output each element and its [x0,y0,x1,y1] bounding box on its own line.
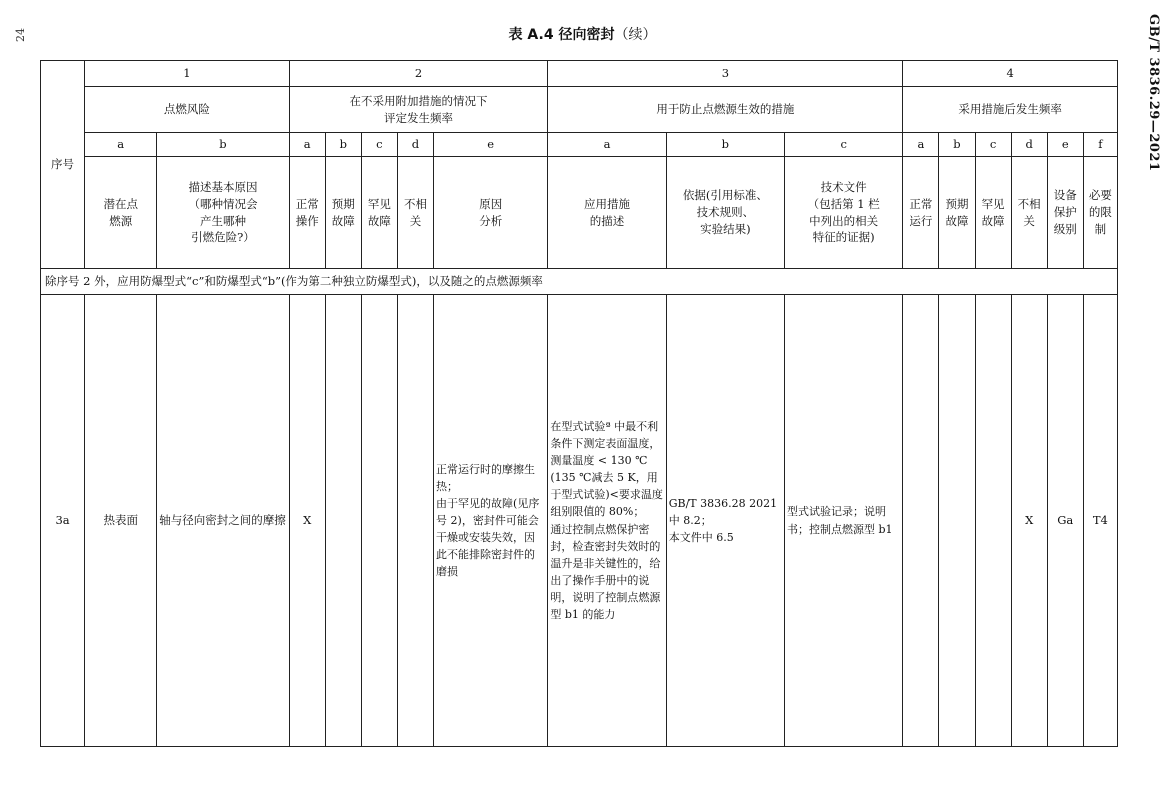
sub-letter: d [397,133,433,157]
seq-header: 序号 [41,61,85,269]
row-rare-fault-after [975,295,1011,747]
group-number-row [41,61,1118,87]
group-title-frequency-without-measures: 在不采用附加措施的情况下 评定发生频率 [289,87,548,133]
standard-number: GB/T 3836.29—2021 [1146,14,1161,172]
row-rare-fault [361,295,397,747]
row-not-relevant [397,295,433,747]
sub-letter: a [548,133,666,157]
sub-letter: e [434,133,548,157]
sub-title-cause-analysis: 原因 分析 [434,157,548,269]
sub-title-not-relevant: 不相 关 [397,157,433,269]
sub-letter: b [157,133,289,157]
sub-title-expected-fault: 预期 故障 [325,157,361,269]
sub-letter: b [325,133,361,157]
sub-title-normal-operation: 正常 操作 [289,157,325,269]
group-title-frequency-after-measures: 采用措施后发生频率 [903,87,1118,133]
group-title-ignition-risk: 点燃风险 [85,87,290,133]
sub-title-basic-cause: 描述基本原因 （哪种情况会 产生哪种 引燃危险?） [157,157,289,269]
sub-letter-row [41,133,1118,157]
group-number-2: 2 [289,61,548,87]
table-row [41,295,1118,747]
sub-letter: a [289,133,325,157]
sub-title-potential-source: 潜在点 燃源 [85,157,157,269]
sub-title-necessary-limits: 必要 的限 制 [1083,157,1117,269]
table-title-main: 表 A.4 径向密封 [508,27,615,43]
section-note: 除序号 2 外，应用防爆型式“c”和防爆型式“b”(作为第二种独立防爆型式)，以及随之的点燃源频率 [41,269,1118,295]
row-cause-analysis: 正常运行时的摩擦生热； 由于罕见的故障(见序号 2)，密封件可能会干燥或安装失效，因此不能排除密封件的磨损 [434,295,548,747]
sub-letter: f [1083,133,1117,157]
sub-letter: b [666,133,784,157]
sub-title-expected-fault-after: 预期 故障 [939,157,975,269]
section-note-row [41,269,1118,295]
sub-letter: c [785,133,903,157]
row-measure-description: 在型式试验ª 中最不利条件下测定表面温度，测量温度 < 130 ℃ (135 ℃减去 5 K，用于型式试验)<要求温度组别限值的 80%； 通过控制点燃保护密封，检查密封失效时的温升是非关键性的，给出了操作手册中的说明，说明了控制点燃源型 b1 的能力 [548,295,666,747]
sub-letter: e [1047,133,1083,157]
sub-letter: c [361,133,397,157]
sub-title-not-relevant-after: 不相 关 [1011,157,1047,269]
group-title-measures: 用于防止点燃源生效的措施 [548,87,903,133]
row-basic-cause: 轴与径向密封之间的摩擦 [157,295,289,747]
group-number-3: 3 [548,61,903,87]
sub-title-epl: 设备 保护 级别 [1047,157,1083,269]
table-title-cont: （续） [614,27,657,43]
row-epl: Ga [1047,295,1083,747]
sub-title-rare-fault: 罕见 故障 [361,157,397,269]
row-expected-fault-after [939,295,975,747]
row-basis: GB/T 3836.28 2021 中 8.2； 本文件中 6.5 [666,295,784,747]
table-title [0,24,1165,44]
sub-title-technical-documents: 技术文件 （包括第 1 栏 中列出的相关 特征的证据) [785,157,903,269]
sub-title-normal-running: 正常 运行 [903,157,939,269]
row-not-relevant-after: X [1011,295,1047,747]
sub-letter: b [939,133,975,157]
row-normal-running [903,295,939,747]
row-normal-operation: X [289,295,325,747]
sub-letter: a [85,133,157,157]
sub-letter: c [975,133,1011,157]
row-necessary-limits: T4 [1083,295,1117,747]
hazard-table [40,60,1118,747]
sub-title-rare-fault-after: 罕见 故障 [975,157,1011,269]
group-title-row [41,87,1118,133]
sub-title-basis: 依据(引用标准、 技术规则、 实验结果) [666,157,784,269]
group-number-1: 1 [85,61,290,87]
sub-letter: d [1011,133,1047,157]
sub-title-measure-description: 应用措施 的描述 [548,157,666,269]
sub-letter: a [903,133,939,157]
page-number: 24 [14,28,27,42]
row-seq: 3a [41,295,85,747]
row-expected-fault [325,295,361,747]
sub-title-row [41,157,1118,269]
row-potential-source: 热表面 [85,295,157,747]
group-number-4: 4 [903,61,1118,87]
row-technical-documents: 型式试验记录；说明书；控制点燃源型 b1 [785,295,903,747]
